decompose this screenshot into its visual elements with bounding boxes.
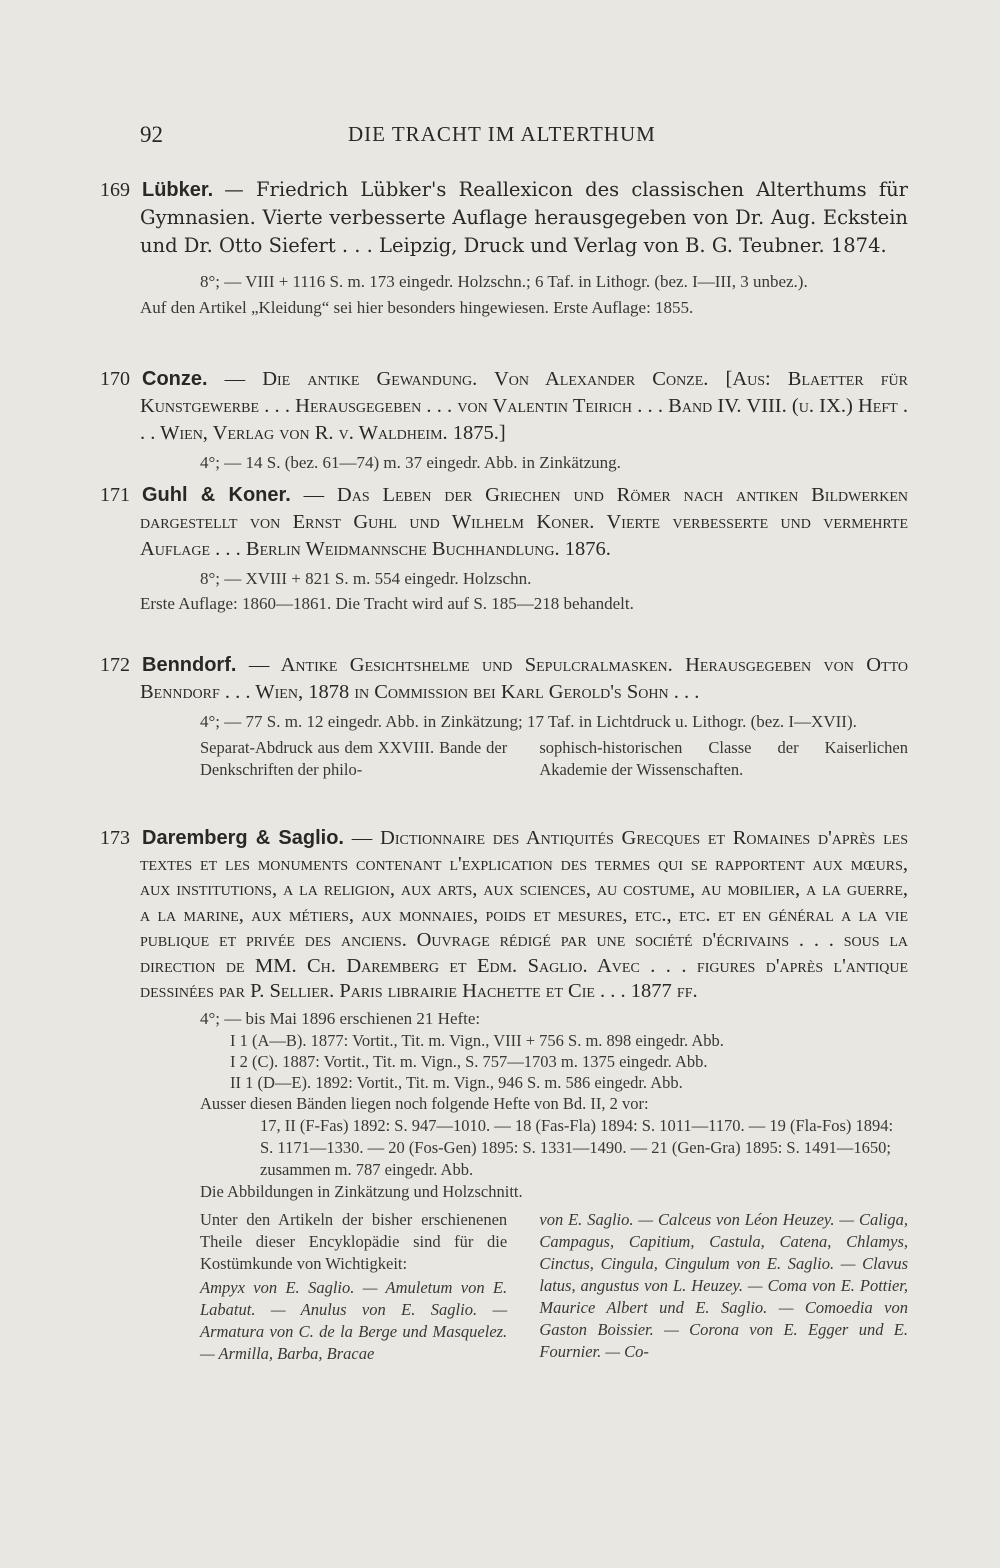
entry-number: 173 [100, 827, 130, 849]
running-title: DIE TRACHT IM ALTERTHUM [348, 122, 656, 146]
entry-footnote-columns [140, 1209, 908, 1365]
entry-author: Conze. [142, 368, 208, 390]
footnote-left-items: Ampyx von E. Saglio. — Amuletum von E. Labatut. — Anulus von E. Saglio. — Armatura von C. de la Berge und Masquelez. — Armilla, Barba, Bracae [200, 1277, 508, 1363]
entry-collation: 4°; — bis Mai 1896 erschienen 21 Hefte: [200, 1008, 481, 1028]
entry-170 [100, 366, 908, 474]
entry-number: 169 [100, 179, 130, 201]
page-header [140, 122, 900, 152]
entry-author: Benndorf. [142, 654, 237, 676]
entry-title: — Dictionnaire des Antiquités Grecques et Romaines d'après les textes et les monuments contenant l'explication des termes qui se rapportent aux mœurs, aux institutions, a la religion, aux arts, aux sciences, au costume, au mobilier, a la guerre, a la marine, aux métiers, aux monnaies, poids et mesures, etc., etc. et en général a la vie publique et privée des anciens. Ouvrage rédigé par une société d'écrivains . . . sous la direction de MM. Ch. Daremberg et Edm. Saglio. Avec . . . figures d'après l'antique dessinées par P. Sellier. Paris librairie Hachette et Cie . . . 1877 ff. [140, 827, 908, 1002]
footnote-left [140, 1209, 507, 1365]
heft-line: I 2 (C). 1887: Vortit., Tit. m. Vign., S. 757—1703 m. 1375 eingedr. Abb. [230, 1051, 708, 1071]
entry-author: Daremberg & Saglio. [142, 827, 344, 849]
entry-collation: 4°; — 14 S. (bez. 61—74) m. 37 eingedr. Abb. in Zinkätzung. [200, 453, 621, 472]
entry-collation: 8°; — XVIII + 821 S. m. 554 eingedr. Holzschn. [200, 569, 532, 588]
entry-ausser: Ausser diesen Bänden liegen noch folgende Hefte von Bd. II, 2 vor: [200, 1093, 649, 1113]
entry-173 [100, 826, 908, 1365]
entry-169 [100, 176, 908, 319]
footnote-left: Separat-Abdruck aus dem XXVIII. Bande der Denkschriften der philo- [200, 738, 508, 779]
page-number: 92 [140, 122, 163, 147]
entry-footnote-columns [140, 737, 908, 781]
entry-author: Guhl & Koner. [142, 484, 291, 506]
entry-collation: 8°; — VIII + 1116 S. m. 173 eingedr. Holzschn.; 6 Taf. in Lithogr. (bez. I—III, 3 unbez.). [200, 272, 808, 291]
entry-title: — Die antike Gewandung. Von Alexander Conze. [Aus: Blaetter für Kunstgewerbe . . . Herausgegeben . . . von Valentin Teirich . . . Band IV. VIII. (u. IX.) Heft . . . Wien, Verlag von R. v. Waldheim. 1875.] [140, 368, 908, 444]
entry-title: — Das Leben der Griechen und Römer nach antiken Bildwerken dargestellt von Ernst Guhl und Wilhelm Koner. Vierte verbesserte und vermehrte Auflage . . . Berlin Weidmannsche Buchhandlung. 1876. [140, 484, 909, 560]
footnote-left-intro: Unter den Artikeln der bisher erschienenen Theile dieser Encyklopädie sind für die Kostümkunde von Wichtigkeit: [200, 1209, 508, 1273]
entry-remark: Erste Auflage: 1860—1861. Die Tracht wird auf S. 185—218 behandelt. [140, 594, 634, 613]
footnote-right: von E. Saglio. — Calceus von Léon Heuzey. — Caliga, Campagus, Capitium, Castula, Catena, Chlamys, Cinctus, Cingula, Cingulum von E. Saglio. — Clavus latus, angustus von L. Heuzey. — Coma von E. Pottier, Maurice Albert und E. Saglio. — Comoedia von Gaston Boissier. — Corona von E. Egger und E. Fournier. — Co- [539, 1209, 908, 1361]
entry-title: — Friedrich Lübker's Reallexicon des classischen Alterthums für Gymnasien. Vierte verbesserte Auflage herausgegeben von Dr. Aug. Eckstein und Dr. Otto Siefert . . . Leipzig, Druck und Verlag von B. G. Teubner. 1874. [140, 178, 908, 257]
entry-author: Lübker. [142, 179, 214, 201]
entry-remark: Auf den Artikel „Kleidung“ sei hier besonders hingewiesen. Erste Auflage: 1855. [140, 298, 694, 317]
heft-line: I 1 (A—B). 1877: Vortit., Tit. m. Vign., VIII + 756 S. m. 898 eingedr. Abb. [230, 1030, 724, 1050]
entry-number: 170 [100, 368, 130, 390]
entry-172 [100, 652, 909, 781]
entry-collation: 4°; — 77 S. m. 12 eingedr. Abb. in Zinkätzung; 17 Taf. in Lichtdruck u. Lithogr. (bez. I—XVII). [200, 712, 857, 731]
entry-number: 172 [100, 654, 130, 676]
entry-abbildungen: Die Abbildungen in Zinkätzung und Holzschnitt. [200, 1181, 523, 1201]
footnote-right: sophisch-historischen Classe der Kaiserlichen Akademie der Wissenschaften. [539, 738, 908, 779]
entry-weitere-hefte: 17, II (F-Fas) 1892: S. 947—1010. — 18 (Fas-Fla) 1894: S. 1011—1170. — 19 (Fla-Fos) 1894: S. 1171—1330. — 20 (Fos-Gen) 1895: S. 1331—1490. — 21 (Gen-Gra) 1895: S. 1491—1650; zusammen m. 787 eingedr. Abb. [260, 1115, 894, 1179]
hefte-list [140, 1030, 908, 1093]
entry-number: 171 [100, 484, 130, 506]
heft-line: II 1 (D—E). 1892: Vortit., Tit. m. Vign., 946 S. m. 586 eingedr. Abb. [230, 1072, 683, 1092]
entry-title: — Antike Gesichtshelme und Sepulcralmasken. Herausgegeben von Otto Benndorf . . . Wien, 1878 in Commission bei Karl Gerold's Sohn . . . [140, 654, 909, 703]
entry-171 [100, 482, 909, 615]
